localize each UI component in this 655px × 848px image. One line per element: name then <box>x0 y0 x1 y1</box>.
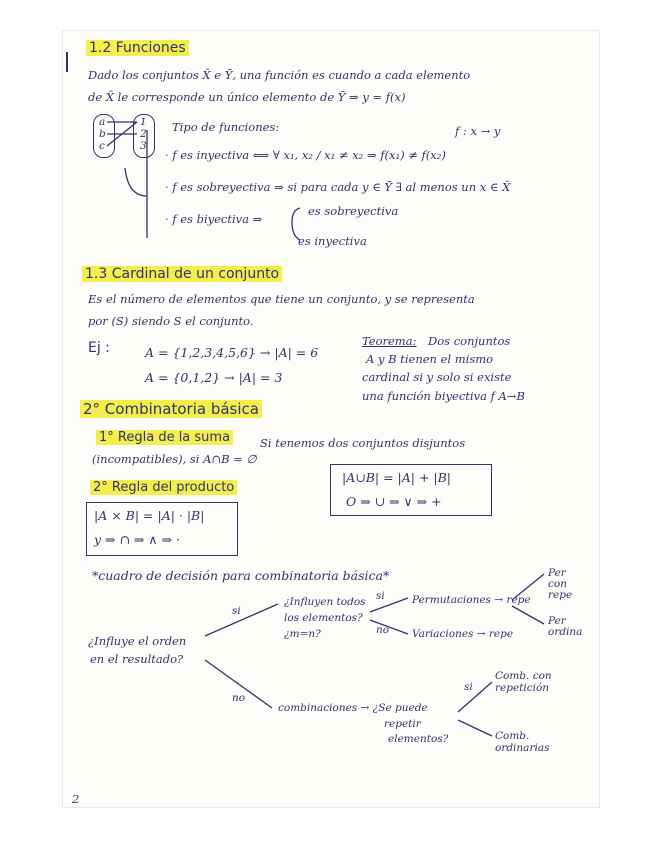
branch-no: no <box>232 692 246 704</box>
teorema-line-1: Dos conjuntos <box>428 334 511 348</box>
biyectiva-condition-b: es inyectiva <box>298 234 367 248</box>
map-notation: f : x → y <box>455 124 501 138</box>
decision-title: *cuadro de decisión para combinatoria básica* <box>92 568 390 583</box>
definition-line-2: de X̄ le corresponde un único elemento de Ȳ ⇒ y = f(x) <box>88 90 406 104</box>
example-1: A = {1,2,3,4,5,6} → |A| = 6 <box>145 345 319 360</box>
example-2: A = {0,1,2} → |A| = 3 <box>145 370 283 385</box>
teorema-line-2: A y B tienen el mismo <box>366 352 494 366</box>
domain-element: b <box>99 128 106 140</box>
inyectiva-def: · f es inyectiva ⟺ ∀ x₁, x₂ / x₁ ≠ x₂ ⇒ f(x₁) ≠ f(x₂) <box>165 148 446 162</box>
example-label: Ej : <box>88 340 110 356</box>
decision-question-1: ¿Influye el orden <box>88 634 187 648</box>
section-title-combinatoria: 2° Combinatoria básica <box>80 400 262 418</box>
sobreyectiva-def: · f es sobreyectiva ⇒ si para cada y ∈ Ȳ ∃ al menos un x ∈ X̄ <box>165 180 511 194</box>
codomain-element: 1 <box>140 116 147 128</box>
per-ordinaria-label: Per ordina <box>548 615 583 638</box>
decision-question-2: en el resultado? <box>90 652 184 666</box>
producto-operators: y ⇒ ∩ ⇒ ∧ ⇒ · <box>94 532 180 547</box>
suma-formula: |A∪B| = |A| + |B| <box>342 470 452 485</box>
margin-mark <box>66 52 68 72</box>
suma-operators: O ⇒ ∪ ⇒ ∨ ⇒ + <box>346 494 442 509</box>
biyectiva-condition-a: es sobreyectiva <box>308 204 399 218</box>
teorema-line-4: una función biyectiva f A→B <box>362 389 525 403</box>
codomain-element: 2 <box>140 128 147 140</box>
biyectiva-def: · f es biyectiva ⇒ <box>165 212 263 226</box>
cardinal-def-line-2: por (S) siendo S el conjunto. <box>88 314 254 328</box>
permutaciones-label: Permutaciones → repe <box>412 594 531 606</box>
definition-line-1: Dado los conjuntos X̄ e Ȳ, una función es cuando a cada elemento <box>88 68 471 82</box>
comb-ordinarias-label: Comb. ordinarias <box>495 730 550 754</box>
per-con-repe-label: Per con repe <box>548 567 573 601</box>
branch-si: si <box>376 590 385 602</box>
domain-element: a <box>99 116 106 128</box>
codomain-element: 3 <box>140 140 147 152</box>
regla-suma-title: 1° Regla de la suma <box>96 430 233 445</box>
branch-no: no <box>376 624 390 636</box>
combinaciones-question-2: repetir <box>384 718 421 730</box>
producto-formula: |A × B| = |A| · |B| <box>94 508 205 523</box>
comb-con-repeticion-label: Comb. con repetición <box>495 670 552 694</box>
question-elementos-2: los elementos? <box>284 612 363 624</box>
variaciones-label: Variaciones → repe <box>412 628 514 640</box>
domain-element: c <box>99 140 105 152</box>
regla-suma-text-1: Si tenemos dos conjuntos disjuntos <box>260 436 466 450</box>
combinaciones-question-3: elementos? <box>388 733 449 745</box>
tipos-heading: Tipo de funciones: <box>172 120 280 134</box>
regla-producto-title: 2° Regla del producto <box>90 480 237 495</box>
question-elementos-1: ¿Influyen todos <box>284 596 366 608</box>
teorema-line-3: cardinal si y solo si existe <box>362 370 512 384</box>
page-number: 2 <box>72 792 80 806</box>
branch-si: si <box>464 681 473 693</box>
cardinal-def-line-1: Es el número de elementos que tiene un conjunto, y se representa <box>88 292 475 306</box>
question-m-equals-n: ¿m=n? <box>284 628 321 640</box>
section-title-cardinal: 1.3 Cardinal de un conjunto <box>82 266 282 282</box>
section-title-funciones: 1.2 Funciones <box>86 40 189 56</box>
regla-suma-text-2: (incompatibles), si A∩B = ∅ <box>92 452 257 466</box>
teorema-label: Teorema: <box>362 334 417 348</box>
combinaciones-label: combinaciones → ¿Se puede <box>278 702 428 714</box>
branch-si: si <box>232 605 241 617</box>
